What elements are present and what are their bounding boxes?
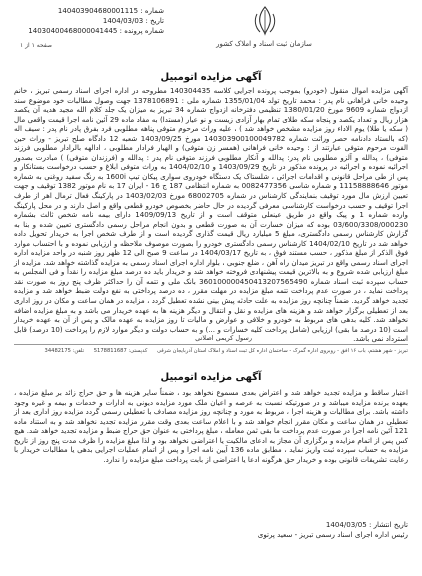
organization-name: سازمان ثبت اسناد و املاک کشور — [216, 40, 312, 48]
footer-address: تبریز - شهر هشتم، باب ۱۶ افق - روبروی اداره گمرک - ساختمان اداره کل ثبت اسناد و املاک استان آذربایجان شرقی کدپستی: 5178811687 تلفن: 34482175 — [14, 344, 408, 355]
second-notice-body: اعتبار ساقط و مزایده تجدید خواهد شد و اعتراض بعدی مسموع نخواهد بود ، ضمناً سایر هزینه ها و حق حراج زائد بر مبلغ مزایده ، بعهده برنده مزایده میباشد و در صورتیکه نسبت به عرصه و اعیان ملک مورد مزایده دیونی به ادارات و خدمات و بیمه و غیره وجود داشته باشد. برای مطالبات و هزینه اجرا ، مربوط به مورد و چنانچه روز مزایده مصادف با تعطیلی رسمی گردد مزایده روز اداری بعد از تعطیلی در همان ساعت و مکان مقرر انجام خواهد شد و با اعلام ساعت بعدی وقت مقرر مزایده تجدید نخواهد شد و به استناد ماده 121 آئین نامه اجرا در صورت عدم پرداخت ما بقی ثمن معامله ، مبلغ پرداختی به عنوان حق حراج ضبط و مزایده تجدید خواهد شد. هیچ کس پس از اتمام مزایده و برگزاری آن مجاز به ادعای مالکیت یا اعتراضی نخواهد بود و لذا مبلغ مزایده را ظرف مدت پنج روز از تاریخ مزایده به حساب سپرده ثبت واریز نماید ، مطابق ماده 136 آیین نامه اجرا و پس از اتمام عملیات اجرایی بدهی یا مطالبات خریدار با رعایت تشریفات قانونی بوده و خریدار حق هرگونه ادعا یا اعتراضی از بابت پرداخت مبلغ مزایده را ندارد. — [14, 388, 409, 464]
notice-title: آگهی مزایده اتومبیل — [160, 72, 262, 83]
notice-body: آگهی مزایده اموال منقول (خودرو) بموجب پرونده اجرایی کلاسه 140304435 مطروحه در اداره اجرای اسناد رسمی تبریز ، خانم وحیده خانی فراهانی نام پدر : محمد تاریخ تولد 1355/01/04 شماره ملی : 1378106891 جهت وصول مطالبات خود موضوع سند ازدواج شماره 9609 مورخ 1380/01/20 تنظیمی دفترخانه ازدواج شماره 34 تبریز به میزان یک جلد کلام الله مجید هدیه آن یکصد هزار ریال و تعداد یکصد و پنجاه سکه طلای تمام بهار آزادی زیست و نو عیار (مستدا) به مفاد ماده 29 آئین نامه اجرا قیمت واقعی مال ( سکه یا طلا) یوم الاداء روز مزایده مشخص خواهد شد ) ، علیه وراث مرحوم متوفی پناهه مطلوبی فرد بفرق پادر نام پدر : سیف اله (که بالستاد دادنامه حصر وراثت شماره 140303900100049782 مورخ 1403/09/25 شعبه 12 دادگاه صلح تبریز - وراث حین الفوت مرحوم متوفی عبارتند از : وحیده خانی فراهانی (همسر زن متوفی) و الهیار فرادار مطلوبی ، ادالهه بالرادار مطلوبی فرزند متوفی) ، پدالله و آلزو مطلوبی نام پدر: پدالله و آنکار مطلوبی فرزند متوفی نام پدر : پدالله و (فرزندان متوفی) ) مبادرت بصدور اجرائیه نموده و اجرائیه در پرونده مذکور در تاریخ 1403/09/29 و 1404/02/10 به وراث متوفی ابلاغ و حسب درخواست بستانکار و پس از طی مراحل قانونی و اقدامات اجرائی ، شلستاک یک دستگاه خودروی سواری پیکان تیپ 1600i به رنگ سفید روغنی به شماره موتور 11158888646 و شماره شاسی 0082477356 به شماره انتظامی 187 ج 16 - ایران 17 به نام موتور 1382 توقیف و جهت تعیین ارزش مال مورد توقیف بنمایندگی کارشناس در شماره 68002705 مورخ 1403/02/03 در پارکینگ فعال ترمال اهر از طرف اجرا توقیف و حسب درخواست کارشناسی معرفی گردیده در حال حاضر بخصوص خودرو قطعی واقع و اصل دارند و در محل پارکینگ وارده شماره 1 و پیک واقع در طریق عینعلی متوقف است و از تاریخ 1409/09/13 دارای بیمه نامه شخص ثالث بشماره 03/600/3308/000230 بوده که میزان خسارت آن به صورت قطعی و بدون انجام مراحل رسمی دادگستری تعیین شده و بنا به گزارش کارشناس رسمی دادگستری، مبلغ 5 میلیارد ریال قیمت گذاری گردیده است و از طرف شخص اجرا به خریدار تحویل داده خواهد شد در تاریخ 1404/02/10 کارشناس رسمی دادگستری خودرو را بصورت موصوف ملاحظه و ارزیابی نموده و با احتساب موارد فوق الذکر از مبلغ مذکور ، حسب مستند فوق ، به تاریخ 1404/03/17 در ساعت 9 صبح الی 12 ظهر روز شنبه در واحد مزایده اداره اجرای اسناد رسمی واقع در تبریز میدان راه آهن ، ضلع جنوبی ، بلوار اداره اجرای اسناد رسمی به مزایده گذاشته خواهد شد. مزایده از مبلغ ارزیابی شده شروع و به بالاترین قیمت پیشنهادی فروخته خواهد شد و خریدار باید ده درصد مبلغ مزایده را نقداً و فی المجلس به حساب سپرده ثبت اسناد شماره 360100000450413207565490 بانک ملی و تتمه آن را حداکثر ظرف پنج روز به صورت نقد پرداخت نماید ، در صورت عدم پرداخت تتمه مبلغ مزایده در مهلت مقرر ، ده درصد پرداختی به نفع دولت ضبط خواهد شد و مزایده تجدید خواهد گردید. ضمناً چنانچه روز مزایده به علت حادثه پیش بینی نشده تعطیل گردد ، مزایده در همان ساعت و مکان در روز اداری بعد از تعطیلی برگزار خواهد شد و هزینه های مزایده و نقل و انتقال و دیگر هزینه ها به عهده خریدار می باشد و به مبلغ مزایده اضافه نخواهد شد. کلیه بدهی های مربوط به خودرو و خلافی و عوارض و مالیات تا روز مزایده به عهده مالک و پس از آن به عهده خریدار است (10 درصد ما بقی) ارزیابی (شامل پرداخت کلیه خسارات و ...) و به حساب دولت و دیگر موارد لازم را پرداخت (10 درصد) قابل استرداد نمی باشد. — [14, 86, 409, 344]
signature-name: رسول کریمی اصلانی — [195, 334, 252, 342]
letter-number: شماره : 140403904680001115 — [57, 7, 164, 15]
file-number: شماره پرونده : 14030400468000041445 — [28, 27, 164, 35]
second-notice-title: آگهی مزایده اتومبیل — [160, 372, 262, 383]
letter-date: تاریخ : 1404/03/03 — [102, 17, 164, 25]
emblem-icon — [248, 4, 282, 38]
page-number: صفحه ۱ از ۱ — [20, 42, 52, 49]
closing-block — [14, 520, 408, 539]
signer-title: رئیس اداره اجرای اسناد رسمی تبریز - سعید پرتوی — [257, 529, 408, 539]
publication-date: تاریخ انتشار : 1404/03/05 — [325, 520, 408, 529]
letter-metadata — [14, 6, 164, 36]
